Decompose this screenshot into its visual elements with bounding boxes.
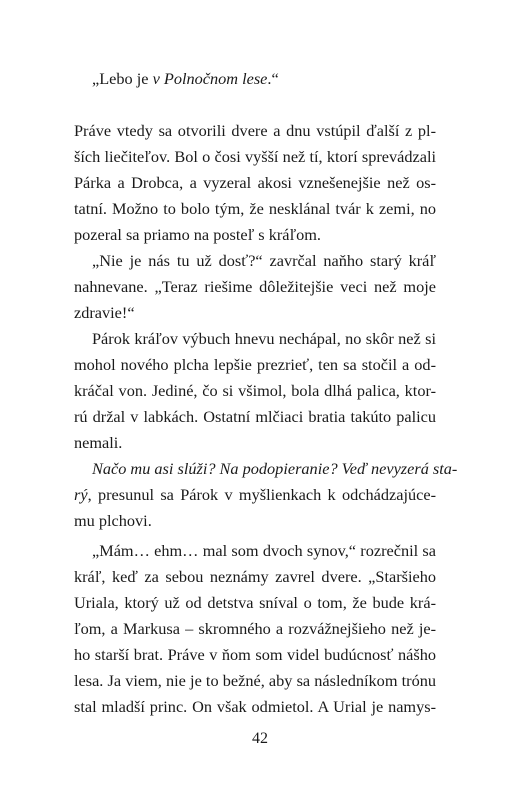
paragraph-2 <box>74 118 436 248</box>
p6-line-4: ľom, a Markusa – skromného a rozvážnejšieho než je- <box>74 619 436 638</box>
p2-line-3: Párka a Drobca, a vyzeral akosi vznešenejšie než os- <box>74 173 436 192</box>
paragraph-1 <box>74 66 436 92</box>
p4-line-1: Párok kráľov výbuch hnevu nechápal, no skôr než si <box>92 329 436 348</box>
p1-text-a: „Lebo je <box>92 69 153 88</box>
p6-line-5: ho starší brat. Práve v ňom som videl budúcnosť nášho <box>74 645 436 664</box>
paragraph-5 <box>74 456 458 534</box>
p3-line-2: nahnevane. „Teraz riešime dôležitejšie veci než moje <box>74 277 436 296</box>
p3-line-3: zdravie!“ <box>74 303 135 322</box>
p2-line-4: tatní. Možno to bolo tým, že nesklánal tvár k zemi, no <box>74 199 436 218</box>
p4-line-4: rú držal v labkách. Ostatní mlčiaci bratia takúto palicu <box>74 407 436 426</box>
p2-line-5: pozeral sa priamo na posteľ s kráľom. <box>74 225 321 244</box>
p4-line-2: mohol nového plcha lepšie prezrieť, ten sa stočil a od- <box>74 355 436 374</box>
p6-line-3: Uriala, ktorý už od detstva sníval o tom, že bude krá- <box>74 593 436 612</box>
p4-line-5: nemali. <box>74 433 123 452</box>
p5-line-3: mu plchovi. <box>74 511 152 530</box>
p2-line-1: Práve vtedy sa otvorili dvere a dnu vstúpil ďalší z pl- <box>74 121 436 140</box>
p1-text-c: .“ <box>267 69 279 88</box>
p6-line-1: „Mám… ehm… mal som dvoch synov,“ rozrečnil sa <box>92 541 436 560</box>
p4-line-3: kráčal von. Jediné, čo si všimol, bola dlhá palica, ktor- <box>74 381 436 400</box>
paragraph-6 <box>74 538 436 720</box>
page-number: 42 <box>252 730 268 747</box>
p5-line-1: Načo mu asi slúži? Na podopieranie? Veď nevyzerá sta- <box>92 459 458 478</box>
paragraph-4 <box>74 326 436 456</box>
p6-line-7: stal mladší princ. On však odmietol. A Urial je namys- <box>74 697 436 716</box>
p5-line-2-italic: rý <box>74 485 88 504</box>
p6-line-6: lesa. Ja viem, nie je to bežné, aby sa následníkom trónu <box>74 671 436 690</box>
p6-line-2: kráľ, keď za sebou neznámy zavrel dvere. „Staršieho <box>74 567 436 586</box>
p5-line-2-rest: , presunul sa Párok v myšlienkach k odchádzajúce- <box>87 485 436 504</box>
p2-line-2: ších liečiteľov. Bol o čosi vyšší než tí, ktorí sprevádzali <box>74 147 436 166</box>
p5-line-2 <box>74 482 436 508</box>
p1-text-italic: v Polnočnom lese <box>152 69 268 88</box>
p3-line-1: „Nie je nás tu už dosť?“ zavrčal naňho starý kráľ <box>92 251 436 270</box>
paragraph-3 <box>74 248 436 326</box>
